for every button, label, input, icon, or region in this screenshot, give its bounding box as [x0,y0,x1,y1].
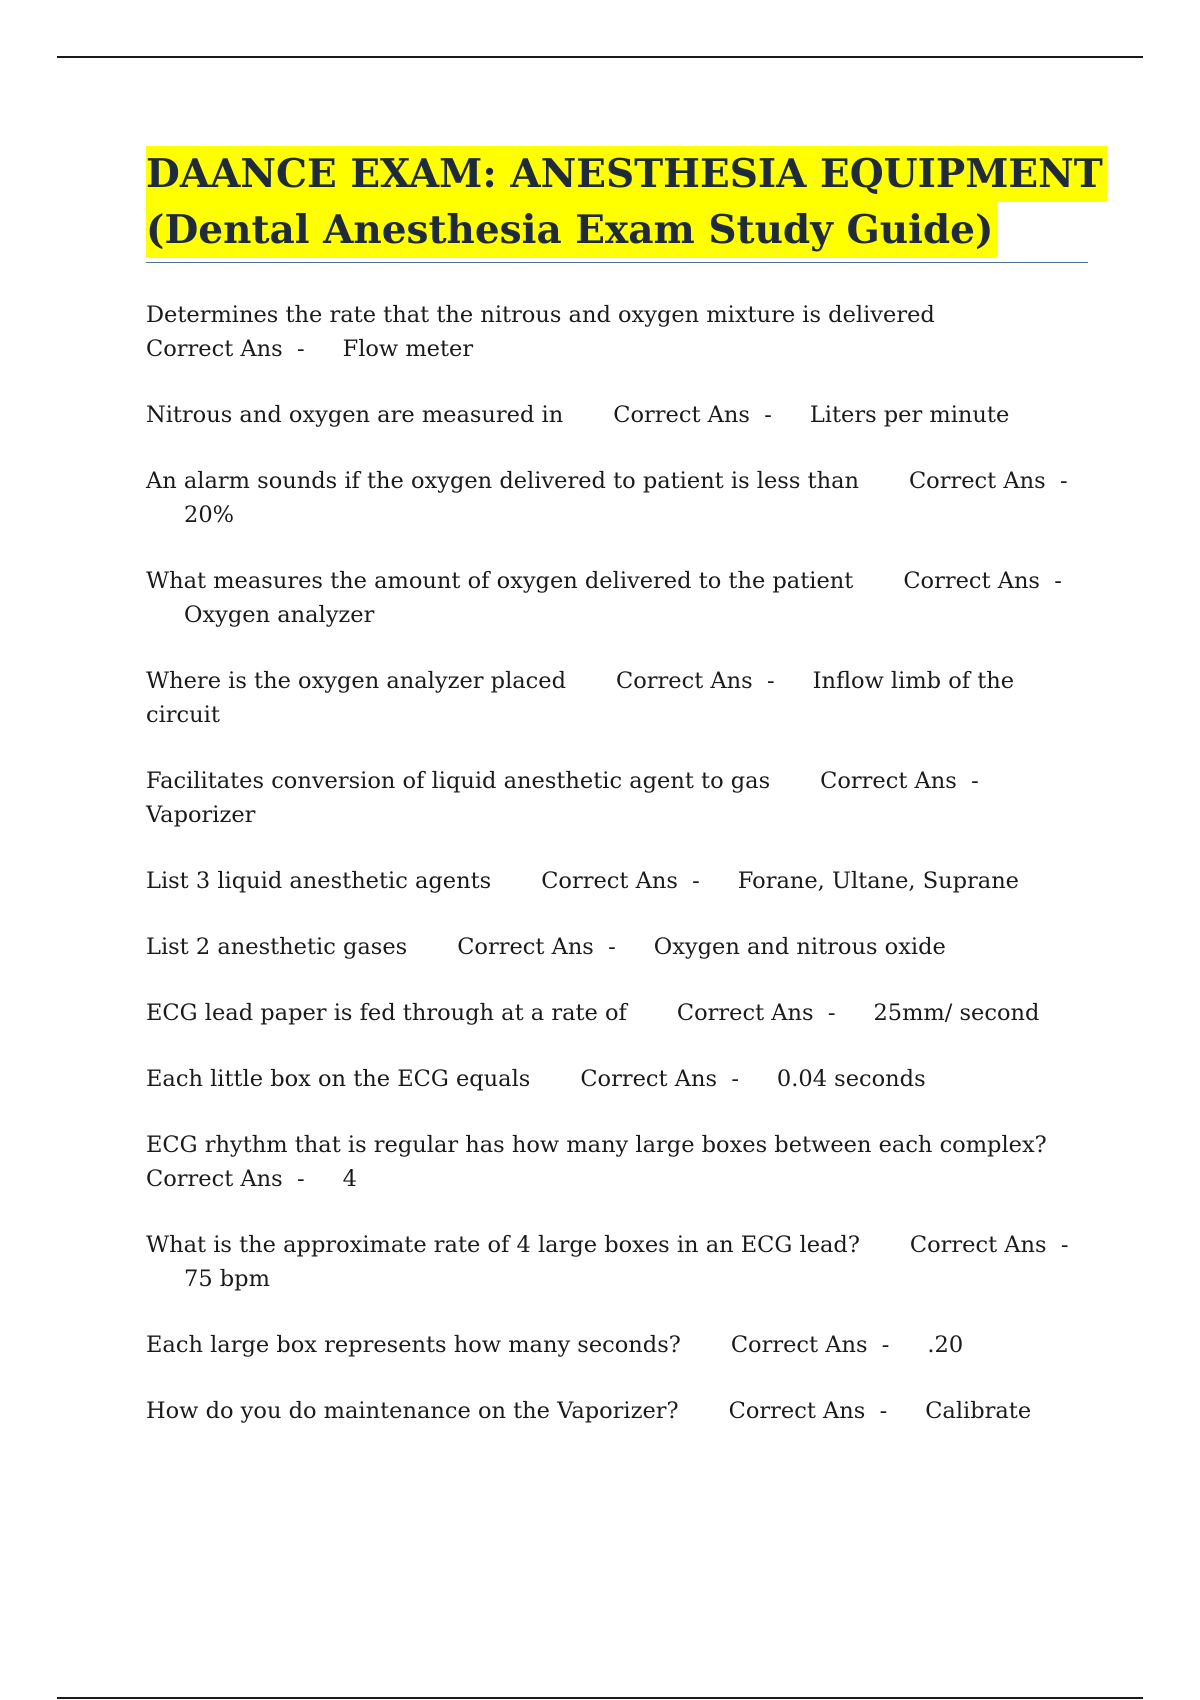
answer-text: Calibrate [925,1398,1032,1424]
question-text: Determines the rate that the nitrous and oxygen mixture is delivered [146,302,935,328]
correct-ans-label: Correct Ans - [146,336,305,362]
answer-text: 0.04 seconds [776,1066,926,1092]
correct-ans-label: Correct Ans - [909,1232,1069,1258]
qa-list [146,298,1091,1460]
qa-item [146,464,1091,532]
question-text: List 3 liquid anesthetic agents [146,868,492,894]
correct-ans-label: Correct Ans - [613,402,772,428]
correct-ans-label: Correct Ans - [457,934,616,960]
correct-ans-label: Correct Ans - [580,1066,739,1092]
question-text: Where is the oxygen analyzer placed [146,668,566,694]
qa-item [146,1128,1091,1196]
correct-ans-label: Correct Ans - [728,1398,888,1424]
question-text: Facilitates conversion of liquid anesthetic agent to gas [146,768,771,794]
bottom-divider [57,1697,1143,1699]
correct-ans-label: Correct Ans - [730,1332,890,1358]
qa-item [146,564,1091,632]
qa-item [146,1328,1091,1362]
question-text: Nitrous and oxygen are measured in [146,402,564,428]
question-text: ECG rhythm that is regular has how many large boxes between each complex? [146,1132,1047,1158]
question-text: How do you do maintenance on the Vaporizer? [146,1398,679,1424]
title-line-2: (Dental Anesthesia Exam Study Guide) [146,202,997,258]
qa-item [146,298,1091,366]
question-text: Each little box on the ECG equals [146,1066,531,1092]
qa-item [146,664,1091,732]
answer-text: .20 [927,1332,964,1358]
answer-text: 20% [184,502,235,528]
answer-text: Liters per minute [809,402,1010,428]
answer-text: Inflow limb of the circuit [146,668,1022,728]
correct-ans-label: Correct Ans - [616,668,775,694]
correct-ans-label: Correct Ans - [903,568,1062,594]
question-text: What measures the amount of oxygen delivered to the patient [146,568,854,594]
question-text: List 2 anesthetic gases [146,934,408,960]
qa-item [146,1394,1091,1428]
answer-text: 25mm/ second [873,1000,1040,1026]
answer-text: Vaporizer [146,802,256,828]
answer-text: Flow meter [342,336,474,362]
question-text: ECG lead paper is fed through at a rate of [146,1000,627,1026]
correct-ans-label: Correct Ans - [541,868,700,894]
qa-item [146,996,1091,1030]
qa-item [146,764,1091,832]
question-text: Each large box represents how many seconds? [146,1332,681,1358]
answer-text: 75 bpm [184,1266,270,1292]
correct-ans-label: Correct Ans - [146,1166,305,1192]
question-text: What is the approximate rate of 4 large boxes in an ECG lead? [146,1232,860,1258]
correct-ans-label: Correct Ans - [908,468,1068,494]
answer-text: Oxygen analyzer [184,602,375,628]
answer-text: 4 [342,1166,357,1192]
qa-item [146,398,1091,432]
title-line-1: DAANCE EXAM: ANESTHESIA EQUIPMENT [146,146,1107,202]
answer-text: Forane, Ultane, Suprane [737,868,1019,894]
qa-item [146,1062,1091,1096]
question-text: An alarm sounds if the oxygen delivered to patient is less than [146,468,859,494]
correct-ans-label: Correct Ans - [676,1000,836,1026]
qa-item [146,930,1091,964]
top-divider [57,56,1143,58]
answer-text: Oxygen and nitrous oxide [653,934,946,960]
document-title [146,146,1103,263]
qa-item [146,1228,1091,1296]
correct-ans-label: Correct Ans - [820,768,979,794]
qa-item [146,864,1091,898]
